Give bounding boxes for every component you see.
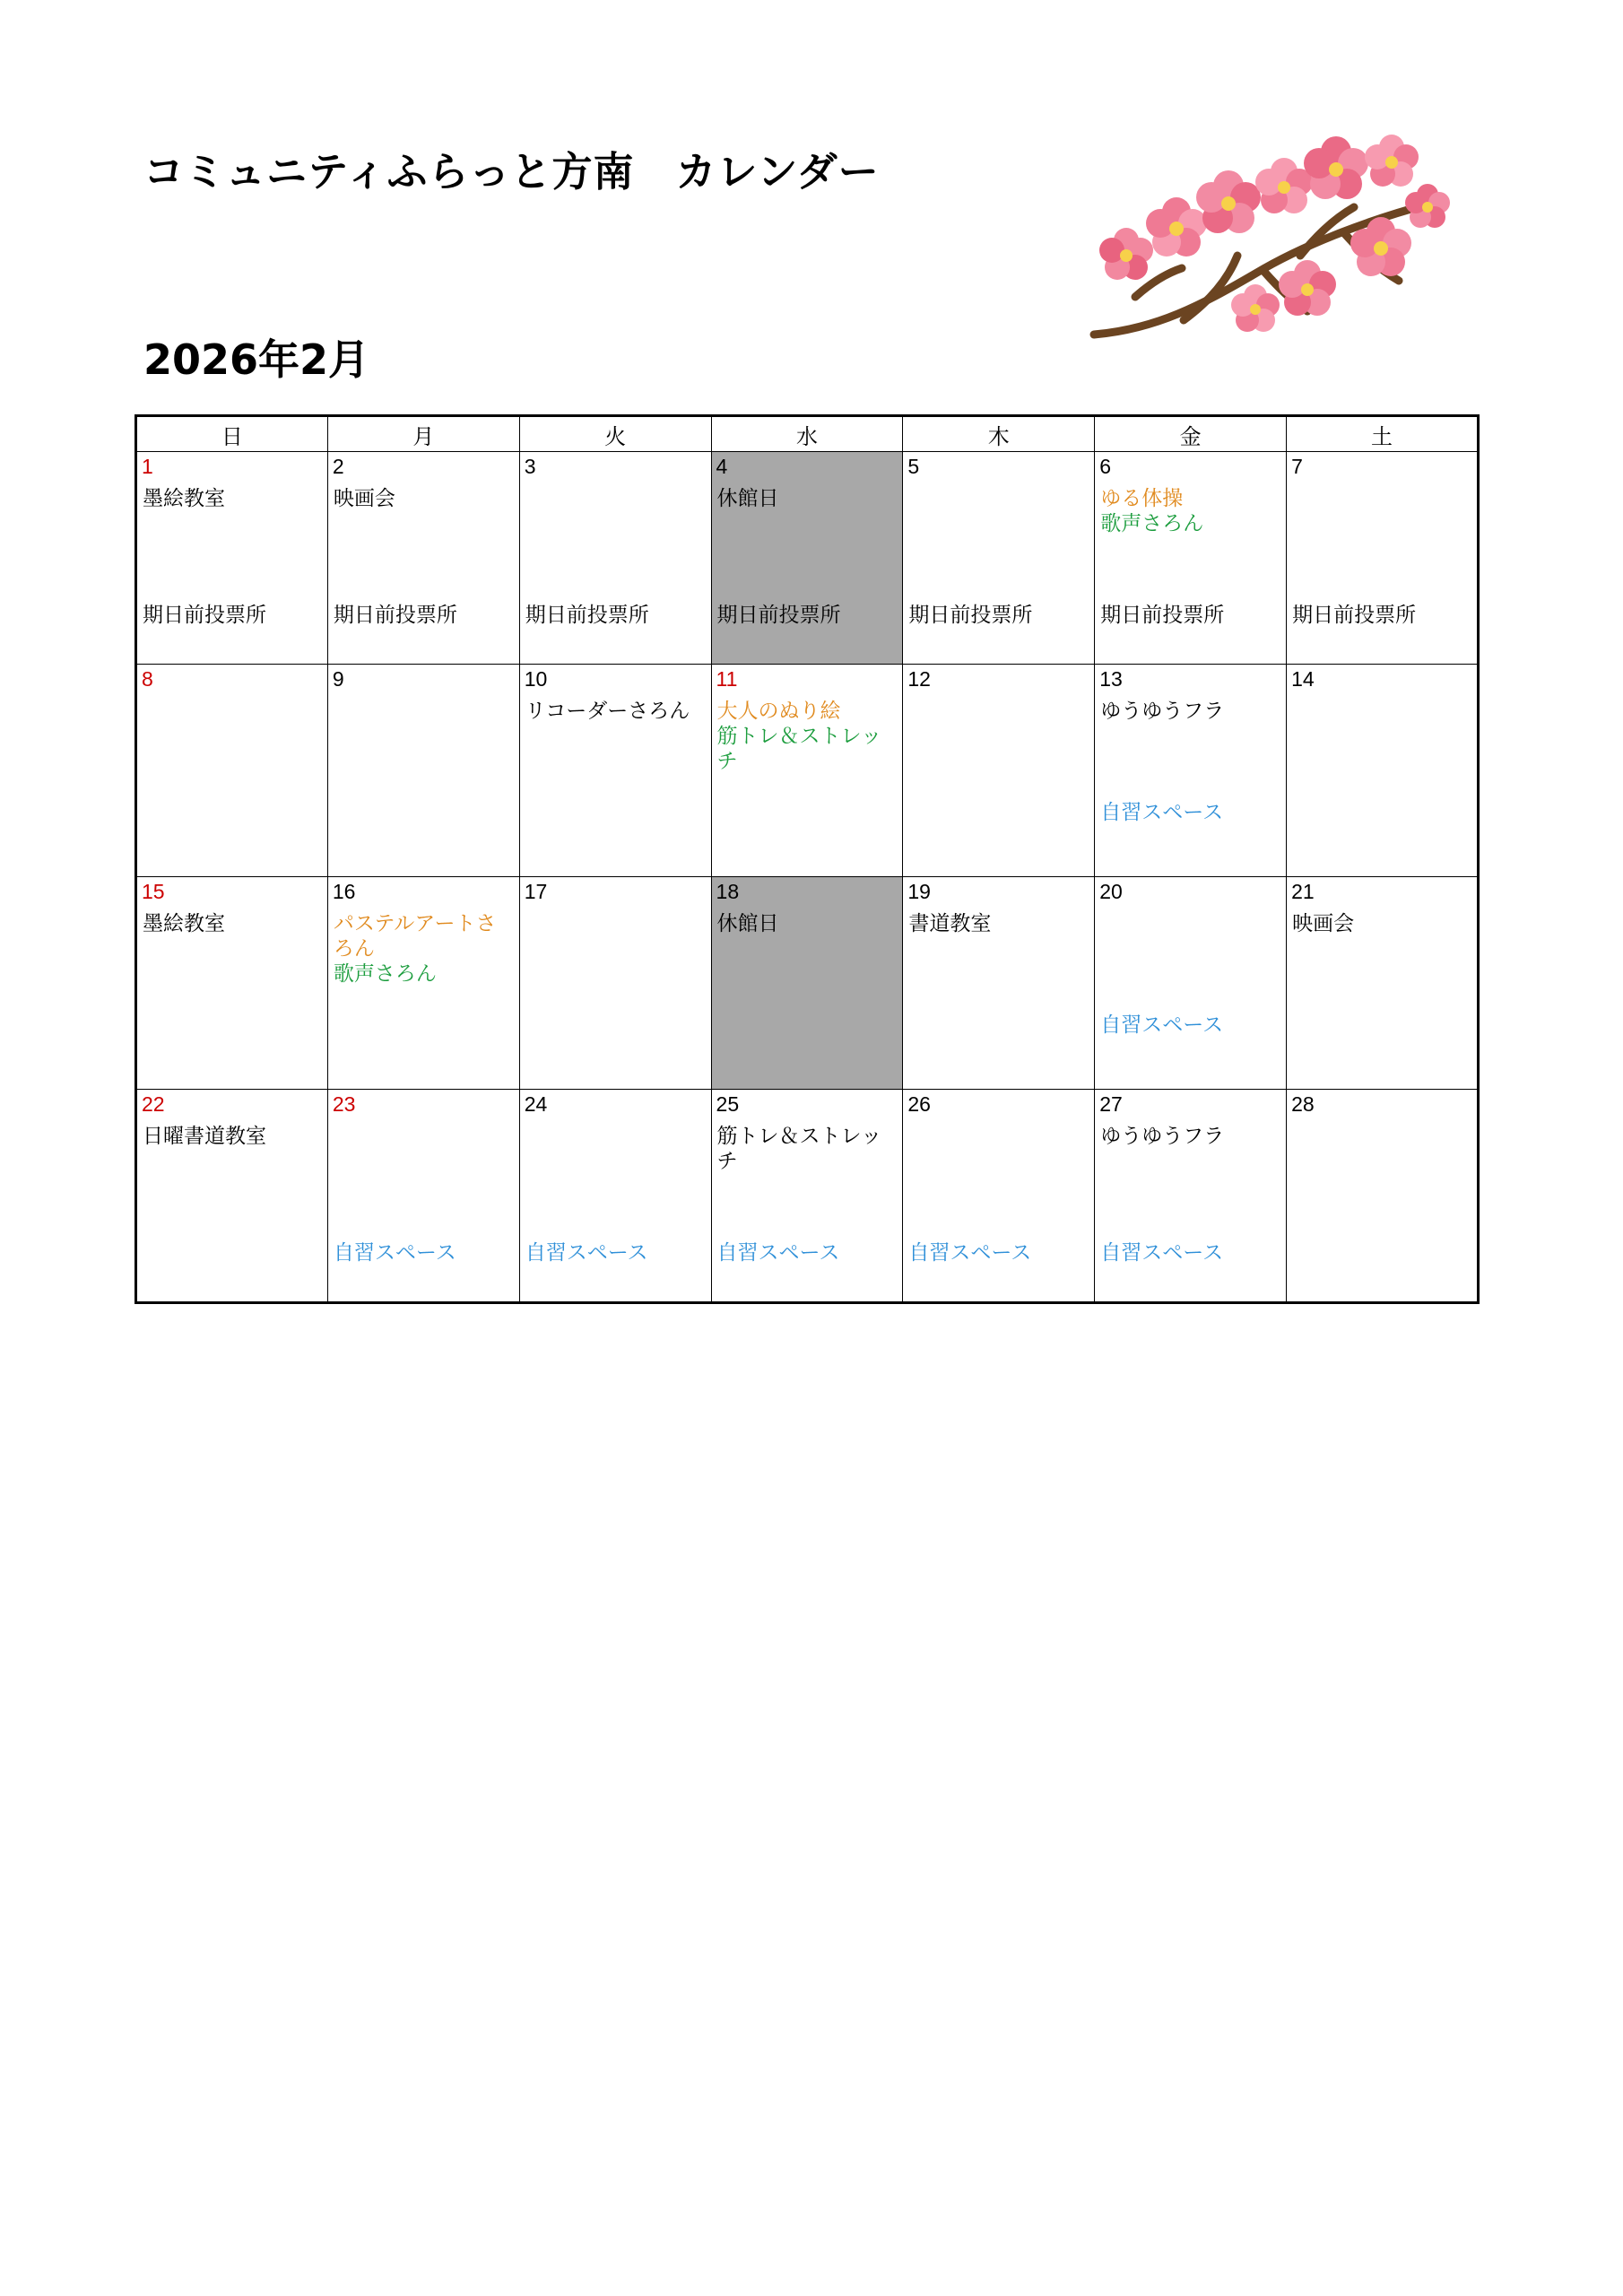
calendar-day-cell <box>1287 452 1479 665</box>
calendar-day-cell <box>519 877 711 1090</box>
event-label: 大人のぬり絵 <box>716 699 841 722</box>
weekday-header-thu: 木 <box>903 416 1095 452</box>
day-number: 4 <box>716 455 728 478</box>
day-number: 19 <box>907 880 931 903</box>
event-label-bottom: 自習スペース <box>333 1240 456 1264</box>
calendar-day-cell <box>327 877 519 1090</box>
day-number: 1 <box>142 455 153 478</box>
calendar-day-cell <box>1095 452 1287 665</box>
day-number: 20 <box>1099 880 1123 903</box>
event-list <box>137 478 327 510</box>
calendar-week-row <box>136 452 1479 665</box>
event-label-bottom: 自習スペース <box>525 1240 648 1264</box>
calendar-day-cell <box>711 1090 903 1303</box>
day-number: 26 <box>907 1092 931 1116</box>
calendar-day-cell <box>903 452 1095 665</box>
day-number: 22 <box>142 1092 165 1116</box>
calendar-day-cell <box>711 665 903 877</box>
event-list <box>1095 691 1286 723</box>
calendar-day-cell <box>136 877 328 1090</box>
event-label-secondary: 自習スペース <box>1100 800 1224 823</box>
event-label: 日曜書道教室 <box>143 1124 266 1147</box>
day-number: 15 <box>142 880 165 903</box>
event-list <box>903 903 1094 935</box>
event-label-bottom: 自習スペース <box>716 1240 840 1264</box>
event-label: 歌声さろん <box>333 961 437 985</box>
calendar-day-cell <box>519 452 711 665</box>
day-number: 24 <box>524 1092 548 1116</box>
event-label-bottom: 自習スペース <box>908 1240 1032 1264</box>
day-number: 11 <box>716 667 738 691</box>
calendar-day-cell <box>1287 877 1479 1090</box>
event-label-bottom: 期日前投票所 <box>716 603 841 626</box>
event-label: リコーダーさろん <box>525 699 690 722</box>
day-number: 28 <box>1291 1092 1315 1116</box>
event-list <box>1095 478 1286 535</box>
calendar-day-cell <box>711 452 903 665</box>
event-label: 休館日 <box>716 911 779 935</box>
day-number: 6 <box>1099 455 1112 478</box>
event-label: ゆうゆうフラ <box>1100 699 1225 722</box>
day-number: 18 <box>716 880 740 903</box>
day-number: 2 <box>332 455 344 478</box>
event-label: 墨絵教室 <box>143 486 225 509</box>
calendar-day-cell <box>327 665 519 877</box>
calendar-day-cell <box>903 1090 1095 1303</box>
day-number: 17 <box>524 880 548 903</box>
day-number: 8 <box>142 667 153 691</box>
day-number: 14 <box>1291 667 1315 691</box>
event-label-bottom: 期日前投票所 <box>143 603 266 626</box>
event-label: 筋トレ＆ストレッチ <box>716 1124 882 1172</box>
event-list <box>712 478 903 510</box>
event-label-bottom: 自習スペース <box>1100 1240 1224 1264</box>
event-label: パステルアートさろん <box>333 911 497 960</box>
event-label: 映画会 <box>1292 911 1355 935</box>
calendar-day-cell <box>711 877 903 1090</box>
calendar-day-cell <box>136 452 328 665</box>
event-label: 筋トレ＆ストレッチ <box>716 724 882 772</box>
event-list <box>328 903 519 986</box>
calendar-body <box>136 452 1479 1303</box>
calendar-day-cell <box>327 1090 519 1303</box>
event-list <box>137 1116 327 1148</box>
day-number: 21 <box>1291 880 1315 903</box>
month-title: 2026年2月 <box>143 335 370 384</box>
calendar-week-row <box>136 877 1479 1090</box>
event-list <box>137 903 327 935</box>
calendar-day-cell <box>1287 665 1479 877</box>
event-label: ゆる体操 <box>1100 486 1184 509</box>
day-number: 23 <box>332 1092 356 1116</box>
event-label-bottom: 期日前投票所 <box>1292 603 1417 626</box>
weekday-header-sat: 土 <box>1287 416 1479 452</box>
calendar-day-cell <box>903 877 1095 1090</box>
event-list <box>520 691 711 723</box>
calendar-day-cell <box>1095 1090 1287 1303</box>
calendar-day-cell <box>1095 665 1287 877</box>
event-label: 書道教室 <box>908 911 992 935</box>
calendar-week-row <box>136 665 1479 877</box>
event-label-secondary: 自習スペース <box>1100 1013 1224 1036</box>
weekday-header-row <box>136 416 1479 452</box>
event-label-bottom: 期日前投票所 <box>333 603 457 626</box>
event-label: 歌声さろん <box>1100 511 1204 535</box>
day-number: 27 <box>1099 1092 1123 1116</box>
day-number: 13 <box>1099 667 1123 691</box>
calendar-week-row <box>136 1090 1479 1303</box>
weekday-header-fri: 金 <box>1095 416 1287 452</box>
plum-blossom-icon <box>1076 121 1462 359</box>
event-list <box>712 691 903 773</box>
event-label: 映画会 <box>333 486 395 509</box>
weekday-header-mon: 月 <box>327 416 519 452</box>
page-title: コミュニティふらっと方南 カレンダー <box>143 148 880 196</box>
event-list <box>1095 1116 1286 1148</box>
calendar-day-cell <box>136 1090 328 1303</box>
day-number: 9 <box>332 667 344 691</box>
calendar-day-cell <box>327 452 519 665</box>
event-list <box>328 478 519 510</box>
day-number: 10 <box>524 667 548 691</box>
calendar-day-cell <box>136 665 328 877</box>
day-number: 5 <box>907 455 920 478</box>
day-number: 7 <box>1291 455 1303 478</box>
day-number: 12 <box>907 667 931 691</box>
event-label: 休館日 <box>716 486 779 509</box>
event-label-bottom: 期日前投票所 <box>525 603 649 626</box>
calendar-day-cell <box>519 1090 711 1303</box>
event-label-bottom: 期日前投票所 <box>1100 603 1225 626</box>
calendar-day-cell <box>1287 1090 1479 1303</box>
weekday-header-tue: 火 <box>519 416 711 452</box>
event-label-bottom: 期日前投票所 <box>908 603 1033 626</box>
day-number: 25 <box>716 1092 740 1116</box>
event-label: 墨絵教室 <box>143 911 225 935</box>
day-number: 3 <box>524 455 536 478</box>
calendar-day-cell <box>1095 877 1287 1090</box>
weekday-header-sun: 日 <box>136 416 328 452</box>
calendar-day-cell <box>519 665 711 877</box>
calendar-day-cell <box>903 665 1095 877</box>
calendar-table <box>135 414 1480 1304</box>
event-list <box>712 1116 903 1173</box>
event-list <box>712 903 903 935</box>
event-list <box>1287 903 1477 935</box>
day-number: 16 <box>332 880 356 903</box>
event-label: ゆうゆうフラ <box>1100 1124 1225 1147</box>
weekday-header-wed: 水 <box>711 416 903 452</box>
